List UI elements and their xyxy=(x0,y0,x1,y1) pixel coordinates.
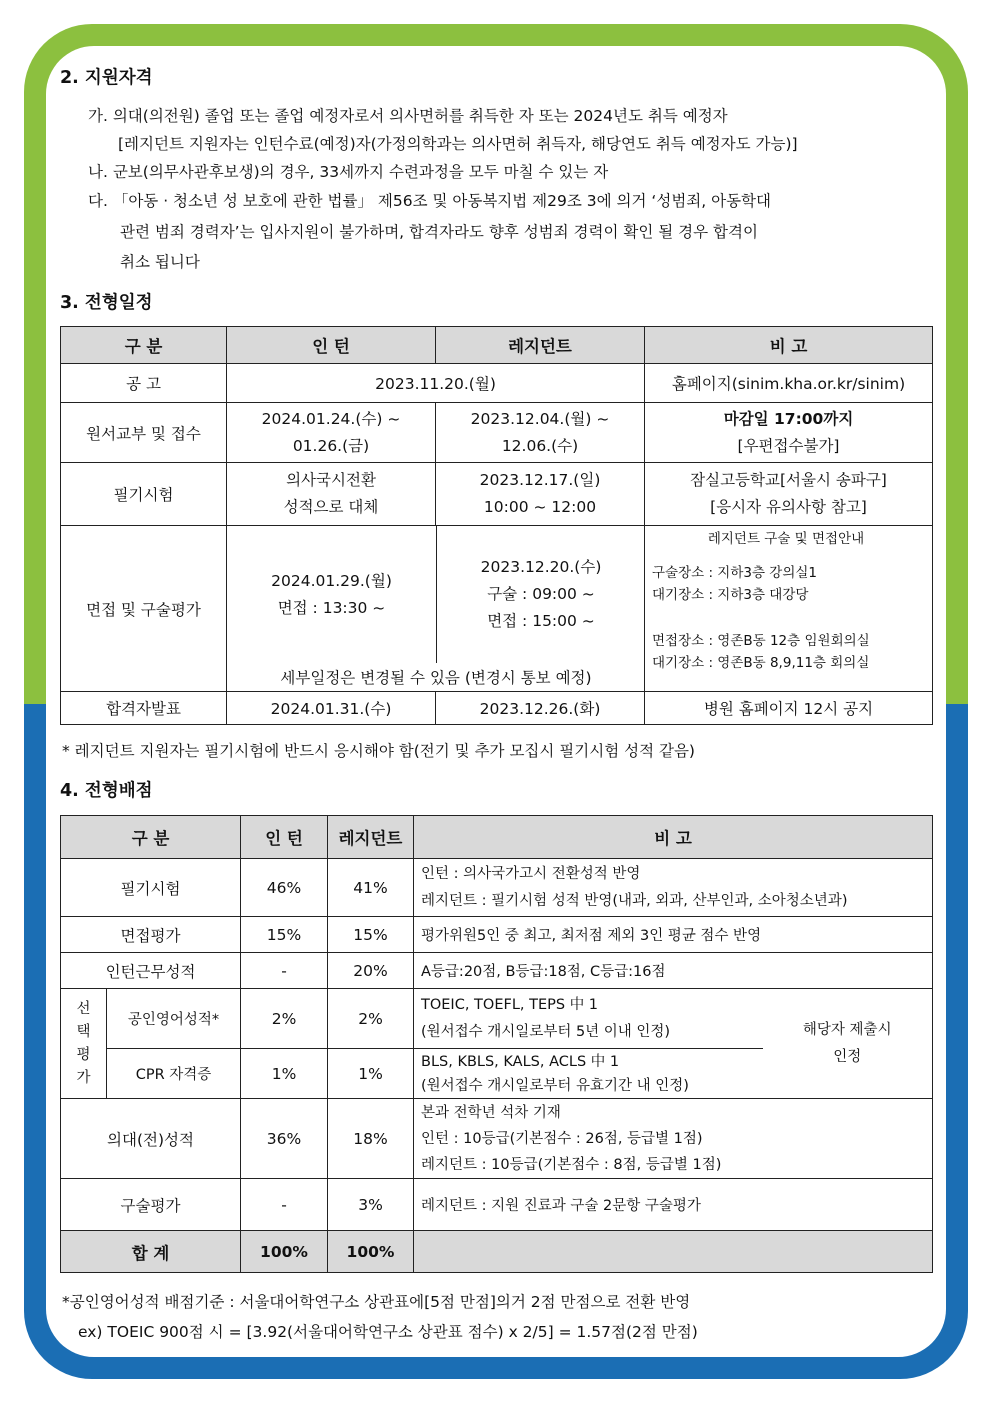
result-resident: 2023.12.26.(화) xyxy=(436,692,645,725)
interview-note-line3: 면접장소 : 영존B동 12층 임원회의실 xyxy=(652,633,870,649)
schedule-footnote: * 레지던트 지원자는 필기시험에 반드시 응시해야 함(전기 및 추가 모집시 필기시험 성적 같음) xyxy=(62,742,695,760)
scoring-row-written xyxy=(61,859,933,917)
score-written-label: 필기시험 xyxy=(61,859,241,917)
scoring-header-intern: 인 턴 xyxy=(241,816,328,859)
interview-resident-oral: 구술 : 09:00 ~ xyxy=(487,585,595,603)
schedule-header-row xyxy=(61,327,933,364)
scoring-table xyxy=(60,815,933,1273)
result-note: 병원 홈페이지 12시 공지 xyxy=(645,692,933,725)
score-cpr-label: CPR 자격증 xyxy=(107,1049,241,1099)
interview-note-title: 레지던트 구술 및 면접안내 xyxy=(707,531,865,547)
score-select-note xyxy=(763,989,933,1099)
score-grades-resident: 18% xyxy=(328,1099,414,1179)
score-written-resident: 41% xyxy=(328,859,414,917)
schedule-header-note: 비 고 xyxy=(645,327,933,364)
schedule-row-written xyxy=(61,463,933,526)
written-venue: 잠실고등학교[서울시 송파구] xyxy=(690,471,887,489)
interview-label: 면접 및 구술평가 xyxy=(61,526,227,692)
written-resident xyxy=(436,463,645,526)
score-written-note xyxy=(414,859,933,917)
scoring-row-internwork xyxy=(61,953,933,989)
schedule-row-application xyxy=(61,403,933,463)
score-cpr-intern: 1% xyxy=(241,1049,328,1099)
interview-intern-time: 면접 : 13:30 ~ xyxy=(277,598,386,617)
score-cpr-note-validity: (원서접수 개시일로부터 유효기간 내 인정) xyxy=(421,1077,689,1094)
score-english-note-validity: (원서접수 개시일로부터 5년 이내 인정) xyxy=(421,1023,671,1040)
score-total-note xyxy=(414,1231,933,1273)
scoring-header-resident: 레지던트 xyxy=(328,816,414,859)
application-no-mail: [우편접수불가] xyxy=(737,436,840,455)
schedule-row-result xyxy=(61,692,933,725)
score-english-intern: 2% xyxy=(241,989,328,1049)
score-written-note-resident: 레지던트 : 필기시험 성적 반영(내과, 외과, 산부인과, 소아청소년과) xyxy=(421,892,848,909)
scoring-row-interview xyxy=(61,917,933,953)
interview-note-line2: 대기장소 : 지하3층 대강당 xyxy=(652,587,809,603)
score-internwork-intern: - xyxy=(241,953,328,989)
score-english-note-tests: TOEIC, TOEFL, TEPS 中 1 xyxy=(421,996,599,1013)
score-select-label xyxy=(61,989,107,1099)
score-grades-label: 의대(전)성적 xyxy=(61,1099,241,1179)
score-cpr-note-certs: BLS, KBLS, KALS, ACLS 中 1 xyxy=(421,1053,620,1070)
application-intern xyxy=(227,403,436,463)
score-grades-note-line3: 레지던트 : 10등급(기본점수 : 8점, 등급별 1점) xyxy=(421,1156,722,1173)
score-oral-label: 구술평가 xyxy=(61,1179,241,1231)
score-cpr-note xyxy=(414,1049,763,1099)
qualification-item-da: 다. 「아동 · 청소년 성 보호에 관한 법률」 제56조 및 아동복지법 제29조 3에 의거 ‘성범죄, 아동학대 xyxy=(88,192,772,210)
written-intern xyxy=(227,463,436,526)
score-grades-note-line2: 인턴 : 10등급(기본점수 : 26점, 등급별 1점) xyxy=(421,1130,703,1147)
schedule-header-intern: 인 턴 xyxy=(227,327,436,364)
score-interview-label: 면접평가 xyxy=(61,917,241,953)
score-internwork-note: A등급:20점, B등급:18점, C등급:16점 xyxy=(414,953,933,989)
scoring-footnote-2: ex) TOEIC 900점 시 = [3.92(서울대어학연구소 상관표 점수) x 2/5] = 1.57점(2점 만점) xyxy=(78,1323,698,1341)
qualification-item-da-line2: 관련 범죄 경력자’는 입사지원이 불가하며, 합격자라도 향후 성범죄 경력이 확인 될 경우 합격이 xyxy=(120,223,758,241)
interview-note-line4: 대기장소 : 영존B동 8,9,11층 회의실 xyxy=(652,655,870,671)
result-intern: 2024.01.31.(수) xyxy=(227,692,436,725)
qualification-item-da-line3: 취소 됩니다 xyxy=(120,253,200,271)
schedule-row-interview xyxy=(61,526,933,692)
scoring-header-row xyxy=(61,816,933,859)
score-english-note xyxy=(414,989,763,1049)
interview-resident xyxy=(437,526,645,663)
score-grades-note-line1: 본과 전학년 석차 기재 xyxy=(421,1104,561,1121)
written-resident-time: 10:00 ~ 12:00 xyxy=(483,498,597,516)
section-4-heading: 4. 전형배점 xyxy=(60,781,153,801)
schedule-row-announce xyxy=(61,364,933,403)
score-internwork-label: 인턴근무성적 xyxy=(61,953,241,989)
score-total-resident: 100% xyxy=(328,1231,414,1273)
announce-note: 홈페이지(sinim.kha.or.kr/sinim) xyxy=(645,364,933,403)
scoring-row-oral xyxy=(61,1179,933,1231)
score-select-note-line1: 해당자 제출시 xyxy=(802,1021,892,1038)
schedule-header-category: 구 분 xyxy=(61,327,227,364)
schedule-header-resident: 레지던트 xyxy=(436,327,645,364)
interview-note xyxy=(645,526,933,692)
score-cpr-resident: 1% xyxy=(328,1049,414,1099)
score-interview-resident: 15% xyxy=(328,917,414,953)
scoring-footnote-1: *공인영어성적 배점기준 : 서울대어학연구소 상관표에[5점 만점]의거 2점 만점으로 전환 반영 xyxy=(62,1293,691,1311)
section-3-heading: 3. 전형일정 xyxy=(60,293,153,313)
scoring-header-note: 비 고 xyxy=(414,816,933,859)
score-written-note-intern: 인턴 : 의사국가고시 전환성적 반영 xyxy=(421,865,641,882)
scoring-header-category: 구 분 xyxy=(61,816,241,859)
written-intern-line1: 의사국시전환 xyxy=(286,471,376,489)
score-oral-note: 레지던트 : 지원 진료과 구술 2문항 구술평가 xyxy=(414,1179,933,1231)
section-2-heading: 2. 지원자격 xyxy=(60,68,153,88)
result-label: 합격자발표 xyxy=(61,692,227,725)
scoring-row-grades xyxy=(61,1099,933,1179)
scoring-row-english xyxy=(61,989,933,1049)
application-resident-end: 12.06.(수) xyxy=(501,436,579,455)
announce-label: 공 고 xyxy=(61,364,227,403)
qualification-item-ga: 가. 의대(의전원) 졸업 또는 졸업 예정자로서 의사면허를 취득한 자 또는 2024년도 취득 예정자 xyxy=(88,107,728,125)
score-grades-note xyxy=(414,1099,933,1179)
score-internwork-resident: 20% xyxy=(328,953,414,989)
announce-date: 2023.11.20.(월) xyxy=(227,364,645,403)
schedule-table xyxy=(60,326,933,725)
application-intern-end: 01.26.(금) xyxy=(292,436,370,455)
application-label: 원서교부 및 접수 xyxy=(61,403,227,463)
interview-schedule-cell xyxy=(227,526,645,692)
score-written-intern: 46% xyxy=(241,859,328,917)
score-select-note-line2: 인정 xyxy=(833,1048,862,1065)
score-oral-resident: 3% xyxy=(328,1179,414,1231)
interview-intern xyxy=(227,526,436,663)
scoring-row-total xyxy=(61,1231,933,1273)
qualification-item-na: 나. 군보(의무사관후보생)의 경우, 33세까지 수련과정을 모두 마칠 수 있는 자 xyxy=(88,163,609,181)
interview-intern-date: 2024.01.29.(월) xyxy=(271,571,392,590)
score-interview-note: 평가위원5인 중 최고, 최저점 제외 3인 평균 점수 반영 xyxy=(414,917,933,953)
interview-resident-interview: 면접 : 15:00 ~ xyxy=(487,612,595,630)
written-label: 필기시험 xyxy=(61,463,227,526)
written-notice: [응시자 유의사항 참고] xyxy=(710,498,867,516)
score-interview-intern: 15% xyxy=(241,917,328,953)
application-deadline: 마감일 17:00까지 xyxy=(723,409,854,428)
application-intern-start: 2024.01.24.(수) ~ xyxy=(261,409,401,428)
interview-footnote: 세부일정은 변경될 수 있음 (변경시 통보 예정) xyxy=(280,669,592,687)
score-english-label: 공인영어성적* xyxy=(107,989,241,1049)
application-note xyxy=(645,403,933,463)
written-intern-line2: 성적으로 대체 xyxy=(283,498,379,516)
score-english-resident: 2% xyxy=(328,989,414,1049)
score-total-intern: 100% xyxy=(241,1231,328,1273)
qualification-item-ga-note: [레지던트 지원자는 인턴수료(예정)자(가정의학과는 의사면허 취득자, 해당연도 취득 예정자도 가능)] xyxy=(118,135,798,153)
score-oral-intern: - xyxy=(241,1179,328,1231)
score-select-label-text: 선 택 평 가 xyxy=(76,1000,91,1086)
application-resident-start: 2023.12.04.(월) ~ xyxy=(470,409,610,428)
interview-note-line1: 구술장소 : 지하3층 강의실1 xyxy=(652,565,818,581)
written-note xyxy=(645,463,933,526)
score-total-label: 합 계 xyxy=(61,1231,241,1273)
application-resident xyxy=(436,403,645,463)
written-resident-date: 2023.12.17.(일) xyxy=(479,471,601,489)
interview-resident-date: 2023.12.20.(수) xyxy=(480,558,602,576)
score-grades-intern: 36% xyxy=(241,1099,328,1179)
